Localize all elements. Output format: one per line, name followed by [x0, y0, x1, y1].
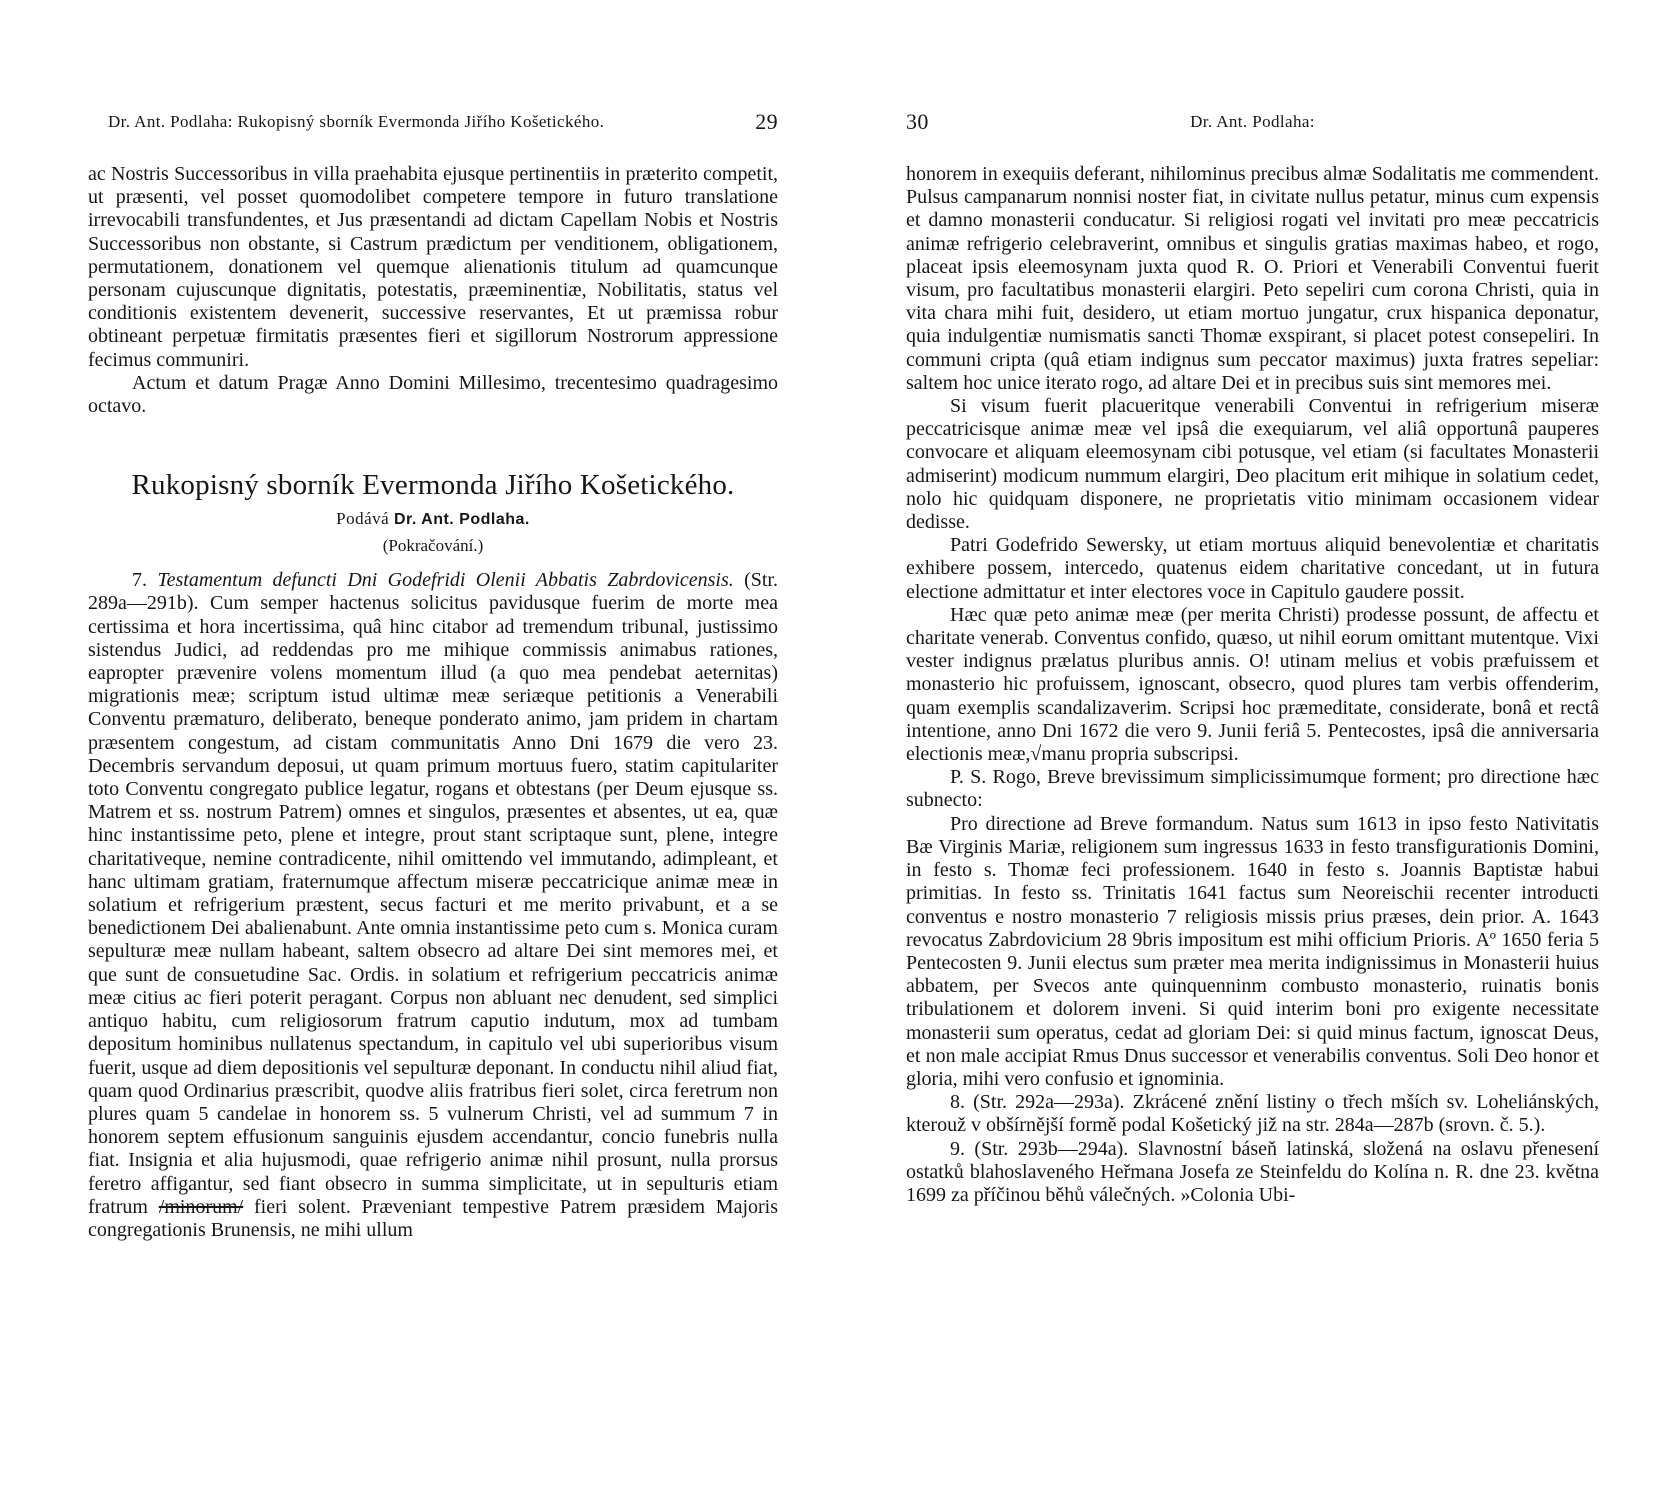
struck-word: /minorum/ — [158, 1195, 244, 1218]
page-body — [88, 163, 778, 1242]
testament-paragraph — [88, 569, 778, 1242]
paragraph: honorem in exequiis deferant, nihilominus precibus almæ Sodalitatis me commendent. Pulsus campanarum nonnisi noster fiat, in civitate nullus petatur, minus cum expensis et damno monasterii conducatur. Si religiosi rogati vel invitati pro meæ peccatricis animæ refrigerio celebraverint, omnibus et singulis gratias maximas habeo, et rogo, placeat ipsis eleemosynam juxta quod R. O. Priori et Venerabili Conventui fuerit visum, pro facultatibus monasterii elargiri. Peto sepeliri cum corona Christi, quia in vita chara mihi fuit, desidero, ut etiam mortuo jungatur, crux hispanica deponatur, quia indulgentiæ numismatis sancti Thomæ exspirant, si placet potest consepeliri. In communi cripta (quâ etiam indignus sum peccator maximus) juxta fratres sepeliar: saltem hoc unice iterato rogo, ad altare Dei et in precibus suis sint memores mei. — [906, 163, 1599, 394]
byline-prefix: Podává — [336, 509, 390, 529]
running-head-title: Dr. Ant. Podlaha: Rukopisný sborník Evermonda Jiřího Košetického. — [108, 112, 605, 131]
running-head-title: Dr. Ant. Podlaha: — [1190, 112, 1315, 131]
continued-note: (Pokračování.) — [382, 536, 484, 556]
running-head — [906, 109, 1599, 136]
byline — [88, 506, 778, 533]
paragraph: Patri Godefrido Sewersky, ut etiam mortuus aliquid benevolentiæ et charitatis exhibere possem, intercedo, quatenus eidem charitative concedant, ut in futura electione admittatur et inter electores voce in Capitulo gaudere possit. — [906, 534, 1599, 603]
paragraph: ac Nostris Successoribus in villa praehabita ejusque pertinentiis in præterito competit, ut præsenti, vel posset quomodolibet competere tempore in futuro translatione irrevocabili transfundentes, et Jus præsentandi ad dictam Capellam Nobis et Nostris Successoribus non obstante, si Castrum prædictum per venditionem, obligationem, permutationem, donationem vel quemque alienationis titulum ad quamcunque personam cujuscunque dignitatis, potestatis, præeminentiæ, Nobilitatis, status vel conditionis existentem devenerit, successive reservantes, Et ut præmissa robur obtineant perpetuæ firmitatis præsentes fieri et sigillorum Nostrorum appressione fecimus communiri. — [88, 163, 778, 371]
paragraph: 8. (Str. 292a—293a). Zkrácené znění listiny o třech mších sv. Loheliánských, kterouž v obšírnější formě podal Košetický již na str. 284a—287b (srovn. č. 5.). — [906, 1091, 1599, 1137]
byline-author: Dr. Ant. Podlaha. — [393, 511, 530, 529]
paragraph: Actum et datum Pragæ Anno Domini Millesimo, trecentesimo quadragesimo octavo. — [88, 371, 778, 418]
running-head — [88, 109, 778, 136]
paragraph: Pro directione ad Breve formandum. Natus sum 1613 in ipso festo Nativitatis Bæ Virginis Mariæ, religionem sum ingressus 1633 in festo transfigurationis Domini, in festo s. Thomæ feci professionem. 1640 in festo s. Joannis Baptistæ habui primitias. In festo ss. Trinitatis 1641 factus sum Neoreischii recenter introducti conventus e nostro monasterio 7 religiosis missis prius præses, dein prior. A. 1643 revocatus Zabrdovicium 28 9bris impositum est mihi officium Prioris. Aº 1650 feria 5 Pentecosten 9. Junii electus sum præter mea merita indignissimus in Monasterii huius abbatem, per Svecos ante quinquenninm combusto monasterio, ruinatis bonis tribulationem et dolorem inveni. Si quid interim boni pro exigente necessitate monasterii sum operatus, cedat ad gloriam Dei: si quid minus factum, ignoscat Deus, et non male accipiat Rmus Dnus successor et venerabilis conventus. Soli Deo honor et gloria, mihi vero confusio et ignominia. — [906, 812, 1599, 1090]
page-number: 30 — [906, 109, 929, 134]
item-text: (Str. 289a—291b). Cum semper hactenus solicitus pavidusque fuerim de morte mea certissima et hora incertissima, quâ hinc citabor ad tremendum tribunal, justissimo sistendus Judici, ad reddendas pro me mihique commissis animabus rationes, eapropter prævenire volens momentum illud (a quo mea pendebat aeternitas) migrationis meæ; scriptum istud ultimæ meæ seriæque petitionis a Venerabili Conventu præmaturo, deliberato, beneque ponderato animo, jam pridem in chartam præsentem congestum, ad cistam communitatis Anno Dni 1679 die vero 23. Decembris servandum deposui, ut quam primum mortuus fuero, statim capitulariter toto Conventu congregato publice legatur, rogans et obtestans (per Deum ejusque ss. Matrem et ss. nostrum Patrem) omnes et singulos, præsentes et absentes, ut ea, quæ hinc instantissime peto, plene et integre, prout stant scriptaque sunt, plene, integre charitativeque, nemine contradicente, nihil omittendo vel immutando, adimpleant, et hanc ultimam gratiam, fraternumque affectum miseræ peccatricique animæ meæ in solatium et refrigerium præstent, secus facturi et me merito privabunt, et a se benedictionem Dei abalienabunt. Ante omnia instantissime peto cum s. Monica curam sepulturæ meæ nullam habeant, saltem obsecro ad altare Dei sint memores mei, et que sunt de consuetudine Sac. Ordis. in solatium et refrigerium peccatricis animæ meæ citius ac fieri poterit peragant. Corpus non abluant nec denudent, sed simplici antiquo habitu, cum religiosorum fratrum caputio indutum, mox ad tumbam depositum hominibus nullatenus spectandum, in capitulo vel ubi superioribus visum fuerit, usque ad diem depositionis vel sepulturæ deponant. In conductu nihil aliud fiat, quam quod Ordinarius præscribit, quodve aliis fratribus fieri solet, circa feretrum non plures quam 5 candelae in honorem ss. 5 vulnerum Christi, vel ad summum 7 in honorem septem effusionum sanguinis ejusdem accendantur, concio funebris nulla fiat. Insignia et alia hujusmodi, quae refrigerio animæ nihil prosunt, nulla prorsus feretro affigantur, sed fiant obsecro in summa simplicitate, ut in sepulturis etiam fratrum — [88, 569, 778, 1218]
paragraph: Si visum fuerit placueritque venerabili Conventui in refrigerium miseræ peccatricisque animæ meæ vel ipsâ die exequiarum, vel aliâ opportunâ pauperes convocare et aliquam eleemosynam cibi potusque, vel etiam (si facultates Monasterii admiserint) modicum nummum elargiri, Deo placitum erit mihique in solatium cedet, nolo hic quidquam disponere, ne proprietatis vitio minimam occasionem videar dedisse. — [906, 395, 1599, 534]
page-number: 29 — [755, 109, 778, 134]
item-title: Testamentum defuncti Dni Godefridi Olenii Abbatis Zabrdovicensis. — [157, 569, 734, 592]
page-body — [906, 163, 1599, 1207]
item-text-continued: fieri solent. Præveniant tempestive Patrem præsidem Majoris congregationis Brunensis, ne mihi ullum — [88, 1195, 779, 1241]
item-number: 7. — [132, 569, 147, 592]
article-title: Rukopisný sborník Evermonda Jiřího Košetického. — [131, 469, 735, 502]
paragraph: Hæc quæ peto animæ meæ (per merita Christi) prodesse possunt, de affectu et charitate venerab. Conventus confido, quæso, ut nihil eorum omittant mutentque. Vixi vester indignus prælatus pluribus annis. O! utinam melius et vobis præfuissem et monasterio hic profuissem, ignoscant, obsecro, quod plures tam verbis offenderim, quam exemplis scandalizaverim. Scripsi hoc præmeditate, considerate, bonâ et rectâ intentione, anno Dni 1672 die vero 9. Junii feriâ 5. Pentecostes, ipsâ die anniversaria electionis meæ,√manu propria subscripsi. — [906, 603, 1599, 766]
paragraph: P. S. Rogo, Breve brevissimum simplicissimumque forment; pro directione hæc subnecto: — [906, 766, 1599, 812]
paragraph: 9. (Str. 293b—294a). Slavnostní báseň latinská, složená na oslavu přenesení ostatků blahoslaveného Heřmana Josefa ze Steinfeldu do Kolína n. R. dne 23. května 1699 za příčinou běhů válečných. »Colonia Ubi- — [906, 1137, 1599, 1206]
